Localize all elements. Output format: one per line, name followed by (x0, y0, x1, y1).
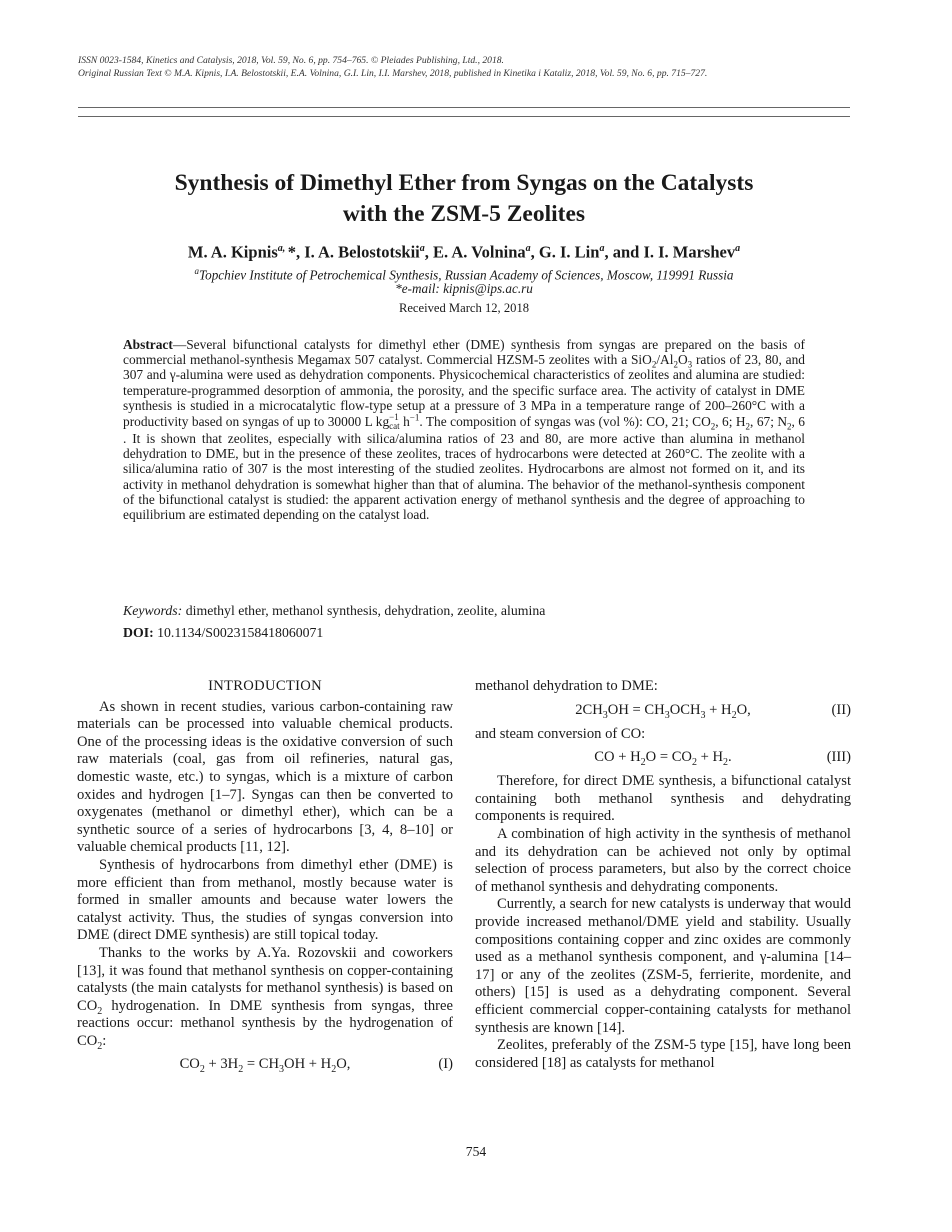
author-4-affil-mark: a (599, 243, 605, 254)
eq-text: = CH (243, 1056, 280, 1073)
author-and: , and (604, 242, 644, 262)
paragraph-text: Thanks to the works by A.Ya. Rozovskii and coworkers [13], it was found that methanol synthesis on copper-containing catalysts (the main catalysts for methanol synthesis) is based on CO (77, 944, 453, 1014)
abstract-text: h (399, 414, 410, 430)
author-1: M. A. Kipnis (187, 242, 278, 262)
eq-text: . (728, 749, 732, 766)
subscript: 2 (238, 1064, 244, 1076)
subscript: 2 (691, 757, 697, 769)
eq-text: CO (179, 1056, 200, 1073)
abstract-text: , 6 . It is shown that zeolites, especially with silica/alumina ratios of 23 and 80, are more active than alumina in methanol dehydration to DME, but in the presence of these zeolites, traces of hydrocarbons were detected at 260°C. The zeolite with a silica/alumina ratio of 307 is the most interesting of the studied zeolites. Hydrocarbons are almost not formed on it, and its activity in methanol dehydration is somewhat higher than that of alumina. The behavior of the methanol-synthesis component of the bifunctional catalyst is studied: the apparent activation energy of methanol synthesis and the degree of approaching to equilibrium are estimated depending on the catalyst load. (123, 414, 806, 523)
paragraph-text: : (102, 1032, 107, 1049)
abstract-text: —Several bifunctional catalysts for dimethyl ether (DME) synthesis from syngas are prepared on the basis of commercial methanol-synthesis Megamax 507 catalyst. Commercial HZSM-5 zeolites with a SiO (123, 337, 805, 368)
page-number: 754 (465, 1144, 487, 1159)
equation-2-expression (475, 698, 851, 722)
subscript: 3 (602, 709, 608, 721)
abstract-text: O (677, 352, 688, 368)
subscript: 2 (97, 1040, 103, 1052)
subscript: 2 (723, 757, 729, 769)
section-heading-introduction: INTRODUCTION (208, 678, 322, 694)
superscript: −1 (389, 412, 399, 423)
author-1-affil-mark: a, (277, 243, 288, 254)
equation-2 (475, 698, 851, 722)
author-list (78, 238, 850, 264)
abstract-text: , 67; N (750, 414, 788, 430)
equation-1-number: (I) (438, 1056, 453, 1073)
subscript: 2 (97, 1005, 103, 1017)
keywords-text: dimethyl ether, methanol synthesis, dehydration, zeolite, alumina (182, 603, 546, 618)
subscript: 2 (651, 359, 657, 370)
eq-text: + H (696, 749, 724, 766)
author-sep: , (424, 242, 434, 262)
subscript: 3 (279, 1064, 285, 1076)
paragraph: Synthesis of hydrocarbons from dimethyl ether (DME) is more efficient than from methanol, mostly because water is formed in smaller amounts and because water lowers the catalyst activity. Thus, the studies of syngas conversion into DME (direct DME synthesis) are still topical today. (77, 856, 453, 944)
eq-text: O, (736, 701, 751, 718)
abstract-text: ratios of 23, 80, and 307 and γ-alumina were used as dehydration components. Physicochemical characteristics of zeolites and alumina are studied: temperature-programmed desorption of ammonia, the porosity, and the specific surface area. The activity of catalyst in DME synthesis is studied in a microcatalytic flow-type setup at a pressure of 3 MPa in a temperature range of 200–260°C with a productivity based on syngas of up to 30000 L kg (123, 352, 805, 430)
subscript: 2 (331, 1064, 337, 1076)
eq-text: OH = CH (607, 701, 665, 718)
subscript: 2 (731, 709, 737, 721)
subscript: cat (389, 421, 400, 432)
affiliation-text: Topchiev Institute of Petrochemical Synthesis, Russian Academy of Sciences, Moscow, 119991 Russia (199, 267, 734, 283)
subscript: 3 (687, 359, 693, 370)
eq-text: OCH (669, 701, 701, 718)
author-2-affil-mark: a (419, 243, 425, 254)
paragraph: and steam conversion of CO: (475, 725, 646, 742)
paragraph: Therefore, for direct DME synthesis, a bifunctional catalyst containing both methanol synthesis and dehydrating components is required. (475, 773, 851, 825)
corresponding-email[interactable]: *e-mail: kipnis@ips.ac.ru (395, 281, 533, 296)
subscript: 3 (664, 709, 670, 721)
journal-header (78, 54, 878, 80)
abstract-label: Abstract (123, 337, 173, 352)
header-issn-line: ISSN 0023-1584, Kinetics and Catalysis, 2018, Vol. 59, No. 6, pp. 754–765. © Pleiades Publishing, Ltd., 2018. (78, 55, 504, 66)
equation-2-number: (II) (831, 701, 851, 718)
subscript: 2 (745, 421, 751, 432)
doi (123, 624, 805, 642)
doi-link[interactable]: 10.1134/S0023158418060071 (153, 625, 324, 640)
eq-text: O = CO (645, 749, 692, 766)
abstract (123, 337, 805, 522)
eq-text: 2CH (575, 701, 603, 718)
eq-text: OH + H (284, 1056, 332, 1073)
affiliation-mark: a (194, 266, 199, 276)
title-line-2: with the ZSM-5 Zeolites (342, 201, 586, 227)
author-3: E. A. Volnina (433, 242, 526, 262)
article-title (78, 168, 850, 230)
author-sep: , (530, 242, 539, 262)
abstract-text: , 6; H (715, 414, 746, 430)
abstract-text: . The composition of syngas was (vol %): CO, 21; CO (419, 414, 711, 430)
paragraph: As shown in recent studies, various carbon-containing raw materials can be processed into valuable chemical products. One of the processing ideas is the oxidative conversion of such raw materials (coal, gas from oil refineries, natural gas, domestic waste, etc.) to syngas, which is a mixture of carbon oxides and hydrogen [1–7]. Syngas can then be converted to oxygenates (methanol or dimethyl ether), which can be a synthetic source of a series of hydrocarbons [3, 4, 8–10] or valuable chemical products [11, 12]. (77, 698, 453, 856)
keywords (123, 602, 805, 620)
subscript: 2 (199, 1064, 205, 1076)
doi-label: DOI: (123, 625, 154, 640)
equation-3 (475, 745, 851, 769)
equation-3-number: (III) (826, 749, 851, 766)
subscript: 3 (700, 709, 706, 721)
header-rule-bottom (78, 116, 850, 117)
author-2: I. A. Belostotskii (304, 242, 420, 262)
eq-text: O, (336, 1056, 351, 1073)
corresponding-mark: *, (287, 242, 305, 262)
eq-text: + 3H (204, 1056, 239, 1073)
abstract-text: /Al (656, 352, 674, 368)
author-5-affil-mark: a (735, 243, 741, 254)
header-rule-top (78, 107, 850, 108)
keywords-label: Keywords: (123, 603, 183, 618)
title-line-1: Synthesis of Dimethyl Ether from Syngas on the Catalysts (174, 170, 754, 196)
left-column (77, 678, 453, 1080)
author-4: G. I. Lin (538, 242, 600, 262)
equation-1-expression (77, 1052, 453, 1076)
equation-1 (77, 1052, 453, 1076)
equation-3-expression (475, 745, 851, 769)
right-column (475, 678, 851, 1072)
subscript: 2 (787, 421, 792, 432)
subscript: 2 (710, 421, 716, 432)
eq-text: + H (705, 701, 732, 718)
eq-text: CO + H (594, 749, 641, 766)
received-date: Received March 12, 2018 (398, 301, 530, 315)
author-5: I. I. Marshev (643, 242, 736, 262)
paragraph (77, 945, 453, 1051)
unit-kgcat-inverse (389, 413, 400, 431)
paragraph: Zeolites, preferably of the ZSM-5 type [15], have long been considered [18] as catalysts for methanol (475, 1037, 851, 1071)
superscript: −1 (409, 412, 420, 423)
header-original-line: Original Russian Text © M.A. Kipnis, I.A. Belostotskii, E.A. Volnina, G.I. Lin, I.I. Marshev, 2018, published in Kinetika i Kataliz, 2018, Vol. 59, No. 6, pp. 715–727. (78, 68, 708, 79)
paragraph: A combination of high activity in the synthesis of methanol and its dehydration can be achieved not only by optimal selection of process parameters, but also by the correct choice of methanol synthesis and dehydrating components. (475, 825, 851, 895)
paragraph: Currently, a search for new catalysts is underway that would provide increased methanol/DME yield and stability. Usually compositions containing copper and zinc oxides are commonly used as a methanol synthesis component, and γ-alumina [14–17] or any of the zeolites (ZSM-5, ferrierite, mordenite, and others) [15] is used as a dehydrating component. Several efficient commercial copper-containing catalysts for methanol synthesis are known [14]. (475, 896, 851, 1036)
author-3-affil-mark: a (525, 243, 531, 254)
subscript: 2 (673, 359, 678, 370)
paragraph: methanol dehydration to DME: (475, 678, 658, 694)
paragraph-text: hydrogenation. In DME synthesis from syngas, three reactions occur: methanol synthesis by the hydrogenation of CO (77, 997, 453, 1049)
subscript: 2 (640, 757, 646, 769)
